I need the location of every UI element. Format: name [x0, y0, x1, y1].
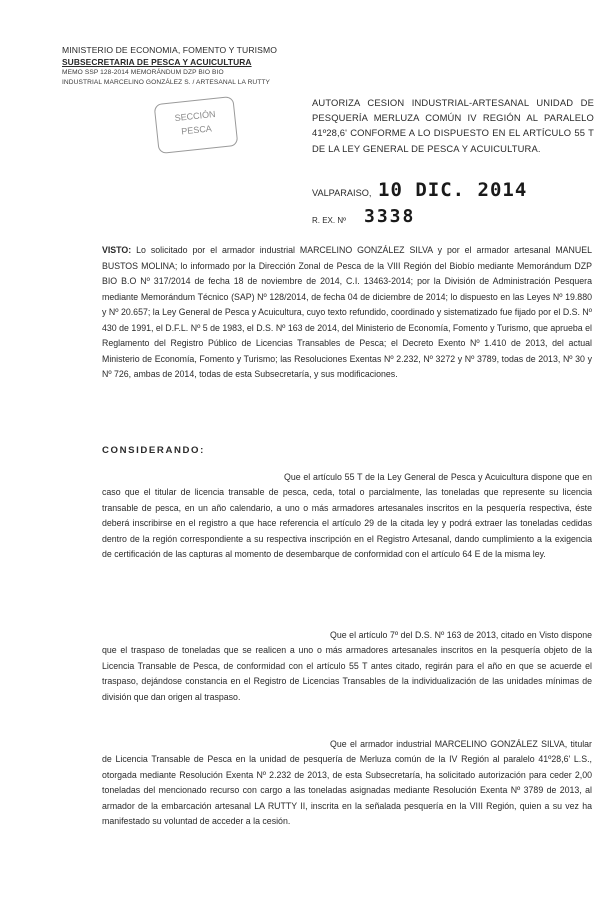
- considerando-2: [102, 628, 592, 705]
- stamp-line-1: SECCIÓN: [174, 108, 216, 124]
- considerando-1-text: Que el artículo 55 T de la Ley General de Pesca y Acuicultura dispone que en caso que el titular de licencia transable de pesca, ceda, total o parcialmente, las toneladas que represente su licencia transable de pesca, en un año calendario, a uno o más armadores artesanales inscritos en la pesquería respectiva, éste deberá inscribirse en el registro a que hace referencia el artículo 29 de la citada ley y podrá extraer las toneladas cedidas dentro de la región correspondiente a su respectiva inscripción en el Registro Artesanal, dando cumplimiento a la exigencia de certificación de las capturas al momento de desembarque de conformidad con el artículo 64 E de la misma ley.: [102, 472, 592, 560]
- considerando-1: [102, 470, 592, 562]
- visto-heading: VISTO:: [102, 245, 132, 255]
- ministry-name: MINISTERIO DE ECONOMIA, FOMENTO Y TURISMO: [62, 45, 277, 55]
- stamp-line-2: PESCA: [180, 123, 213, 137]
- resolution-title: AUTORIZA CESION INDUSTRIAL-ARTESANAL UNIDAD DE PESQUERÍA MERLUZA COMÚN IV REGIÓN AL PARALELO 41º28,6' CONFORME A LO DISPUESTO EN EL ARTÍCULO 55 T DE LA LEY GENERAL DE PESCA Y ACUICULTURA.: [312, 97, 594, 154]
- letterhead: [62, 44, 312, 87]
- visto-text: Lo solicitado por el armador industrial MARCELINO GONZÁLEZ SILVA y por el armador artesanal MANUEL BUSTOS MOLINA; lo informado por la Dirección Zonal de Pesca de la VIII Región del Biobío mediante Memorándum DZP BIO B.O Nº 317/2014 de fecha 18 de noviembre de 2014, C.I. 13463-2014; por la División de Administración Pesquera mediante Memorándum Técnico (SAP) Nº 128/2014, de fecha 04 de diciembre de 2014; lo dispuesto en las Leyes Nº 19.880 y Nº 20.657; la Ley General de Pesca y Acuicultura, cuyo texto refundido, coordinado y sistematizado fue fijado por el D.S. Nº 430 de 1991, el D.F.L. Nº 5 de 1983, el D.S. Nº 163 de 2014, del Ministerio de Economía, Fomento y Turismo, que aprueba el Reglamento del Registro Público de Licencias Transables de Pesca; el Decreto Exento Nº 1.410 de 2013, del actual Ministerio de Economía, Fomento y Turismo; las Resoluciones Exentas Nº 2.232, Nº 3272 y Nº 3789, todas de 2013, Nº 30 y Nº 726, ambas de 2014, todas de esta Subsecretaría, y sus modificaciones.: [102, 245, 592, 379]
- resolution-number: 3338: [364, 206, 416, 227]
- visto-section: [102, 243, 592, 383]
- considerando-2-text: Que el artículo 7º del D.S. Nº 163 de 2013, citado en Visto dispone que el traspaso de toneladas que se realicen a uno o más armadores artesanales inscritos en la pesquería objeto de la Licencia Transable de Pesca, de conformidad con el artículo 55 T antes citado, regirán para el año en que se acuerde el traspaso, dejándose constancia en el Registro de Licencias Transables de la individualización de las unidades mínimas de división que dan origen al traspaso.: [102, 630, 592, 702]
- considerando-heading: CONSIDERANDO:: [102, 445, 205, 456]
- subsecretaria-name: SUBSECRETARIA DE PESCA Y ACUICULTURA: [62, 57, 252, 67]
- office-stamp: [154, 96, 239, 154]
- considerando-3: [102, 737, 592, 829]
- considerando-3-text: Que el armador industrial MARCELINO GONZÁLEZ SILVA, titular de Licencia Transable de Pesca en la unidad de pesquería de Merluza común de la IV Región al paralelo 41º28,6' L.S., otorgada mediante Resolución Exenta Nº 2.232 de 2013, de esta Subsecretaría, ha solicitado autorización para ceder 2,00 toneladas del mencionado recurso con cargo a las toneladas asignadas mediante Resolución Exenta Nº 3789 de 2013, al armador de la embarcación artesanal LA RUTTY II, inscrita en la señalada pesquería en la VIII Región, quien a su vez ha manifestado su voluntad de acceder a la cesión.: [102, 739, 592, 827]
- place-label: VALPARAISO,: [312, 188, 372, 198]
- resolution-date: 10 DIC. 2014: [378, 179, 528, 201]
- rex-label: R. EX. Nº: [312, 216, 347, 225]
- memo-reference: MEMO SSP 128-2014 MEMORÁNDUM DZP BIO BIO: [62, 69, 224, 76]
- memo-parties: INDUSTRIAL MARCELINO GONZÁLEZ S. / ARTESANAL LA RUTTY: [62, 78, 271, 86]
